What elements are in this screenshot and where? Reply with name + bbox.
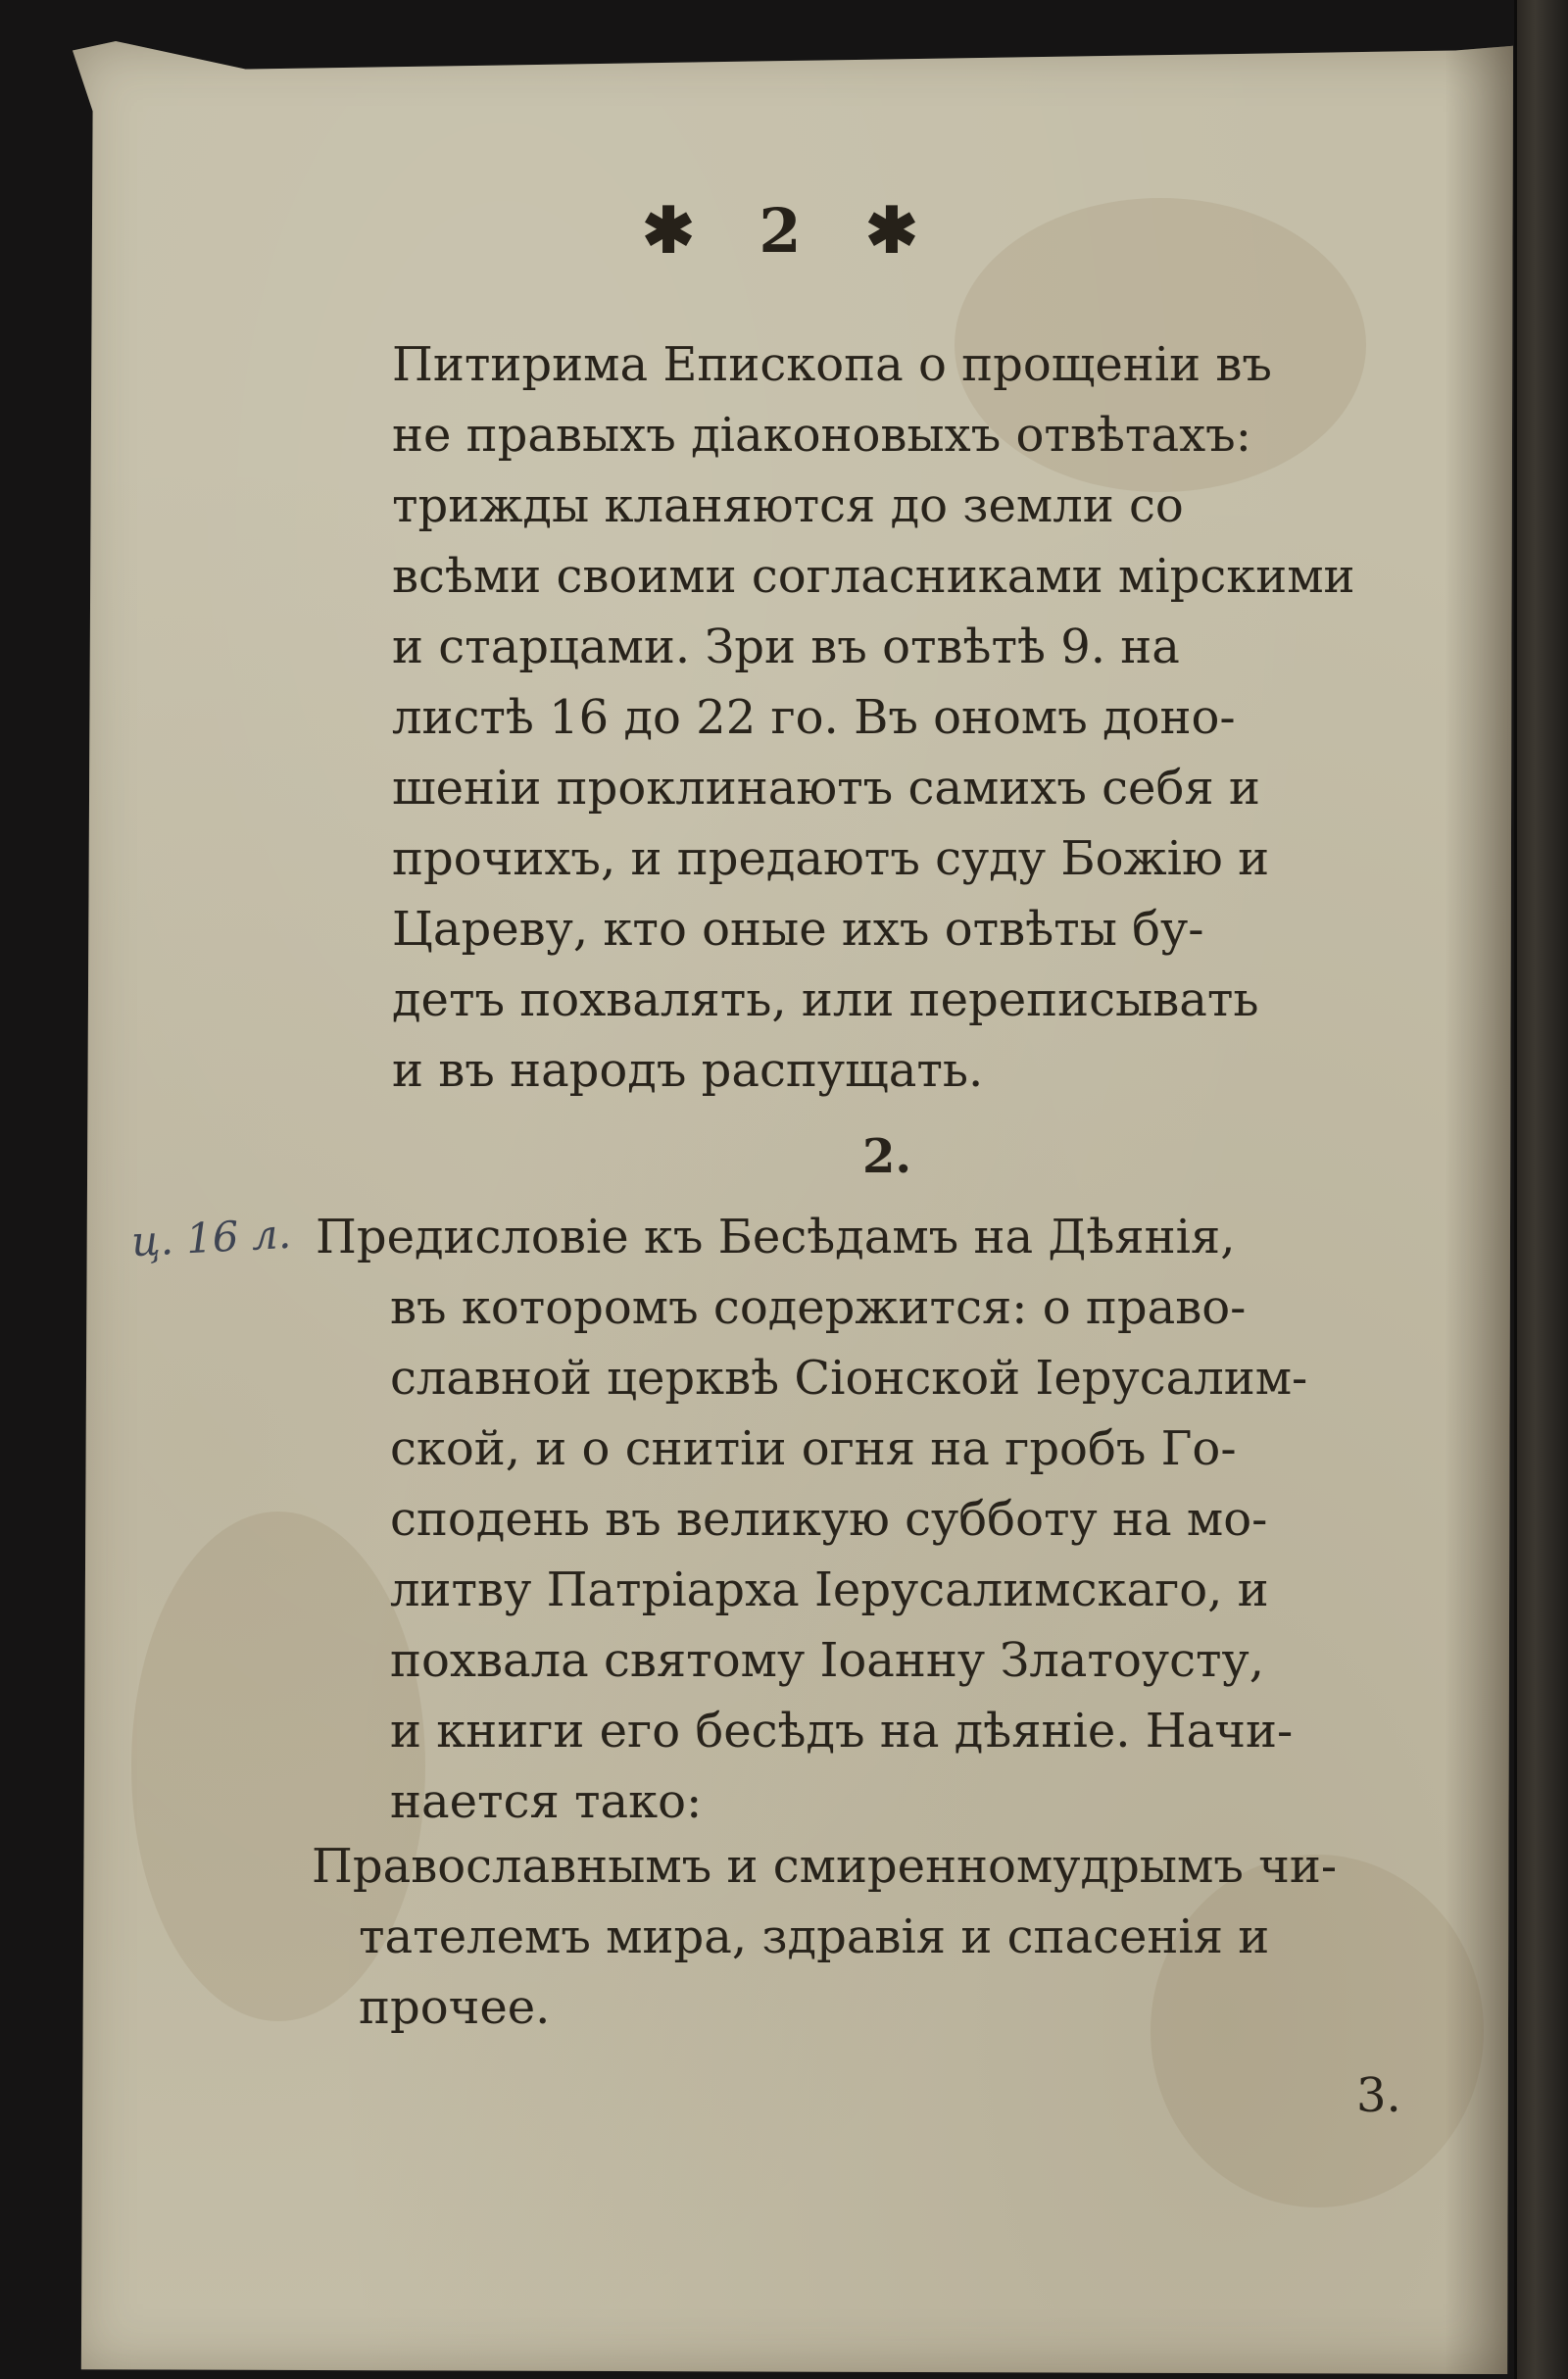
text-line: Питирима Епископа о прощенiи въ xyxy=(392,337,1272,392)
text-line: тателемъ мира, здравiя и спасенiя и xyxy=(359,1909,1270,1964)
text-line: Предисловiе къ Бесѣдамъ на Дѣянiя, xyxy=(316,1210,1236,1264)
page-number: 2 xyxy=(759,195,809,267)
gutter-shadow xyxy=(1445,41,1513,2374)
text-line: похвала святому Iоанну Златоусту, xyxy=(390,1633,1265,1688)
text-line: нается тако: xyxy=(390,1774,703,1829)
text-line: славной церквѣ Сiонской Iерусалим- xyxy=(390,1351,1308,1406)
catchword: 3. xyxy=(1356,2068,1401,2123)
text-line: всѣми своими согласниками мiрскими xyxy=(392,549,1355,604)
left-ornament: ✱ xyxy=(642,194,703,268)
text-line: въ которомъ содержится: о право- xyxy=(390,1280,1247,1335)
text-line: прочее. xyxy=(359,1980,551,2035)
paragraph-3 xyxy=(312,1831,1337,2043)
right-ornament: ✱ xyxy=(865,194,926,268)
page-header xyxy=(0,194,1568,268)
paragraph-2 xyxy=(316,1202,1307,1837)
section-number: 2. xyxy=(862,1129,912,1184)
text-line: и въ народъ распущать. xyxy=(392,1043,984,1098)
text-line: шенiи проклинаютъ самихъ себя и xyxy=(392,761,1260,816)
text-line: не правыхъ дiаконовыхъ отвѣтахъ: xyxy=(392,408,1251,463)
text-line: литву Патрiарха Iерусалимскаго, и xyxy=(390,1562,1269,1617)
adjacent-page-edge xyxy=(1514,0,1568,2379)
text-line: прочихъ, и предаютъ суду Божiю и xyxy=(392,831,1270,886)
text-line: детъ похвалять, или переписывать xyxy=(392,972,1259,1027)
text-line: Православнымъ и смиренномудрымъ чи- xyxy=(312,1839,1338,1894)
text-line: Цареву, кто оные ихъ отвѣты бу- xyxy=(392,902,1204,957)
text-line: и старцами. Зри въ отвѣтѣ 9. на xyxy=(392,620,1180,674)
text-line: листѣ 16 до 22 го. Въ ономъ доно- xyxy=(392,690,1236,745)
paragraph-1 xyxy=(392,329,1355,1106)
text-line: сподень въ великую субботу на мо- xyxy=(390,1492,1268,1547)
text-line: и книги его бесѣдъ на дѣянiе. Начи- xyxy=(390,1704,1294,1759)
handwritten-margin-note: ц. 16 л. xyxy=(129,1209,293,1266)
text-line: ской, и о снитiи огня на гробъ Го- xyxy=(390,1421,1237,1476)
text-line: трижды кланяются до земли со xyxy=(392,478,1184,533)
